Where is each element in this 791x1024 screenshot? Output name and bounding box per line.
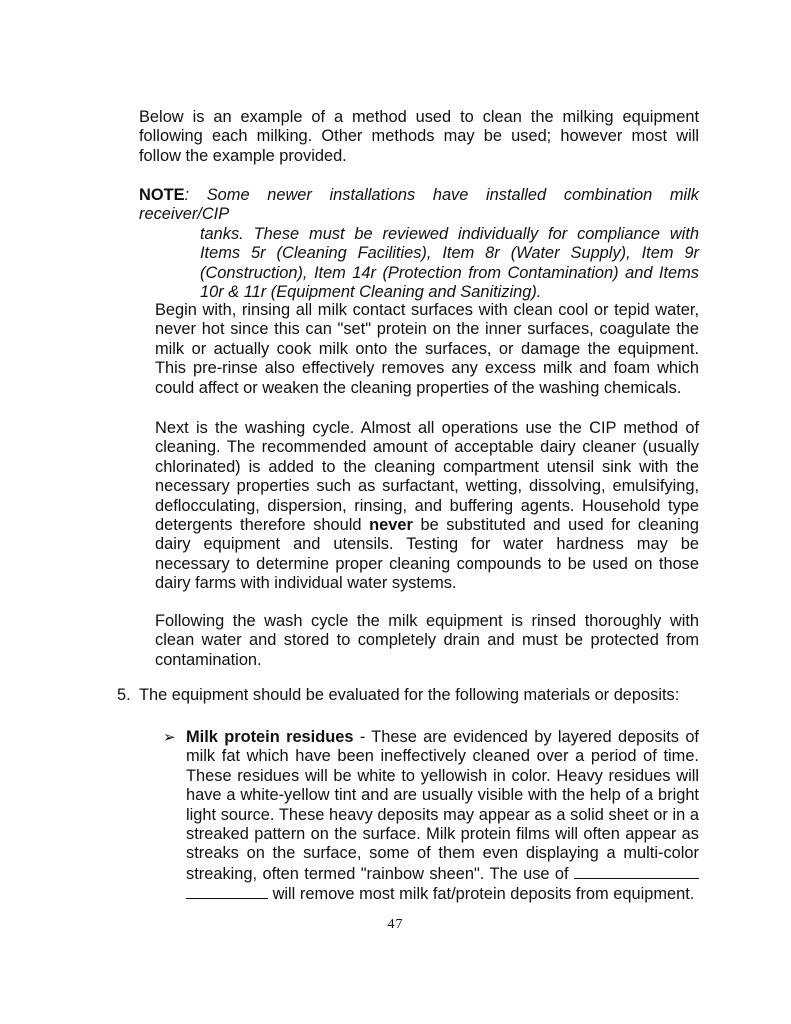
bullet-item-milk-protein [163,728,699,905]
numbered-item-5 [117,686,707,705]
pre-rinse-paragraph: Begin with, rinsing all milk contact surfaces with clean cool or tepid water, never hot since this can "set" protein on the inner surfaces, coagulate the milk or actually cook milk onto the surfaces, or damage the equipment. This pre-rinse also effectively removes any excess milk and foam which could affect or weaken the cleaning properties of the washing chemicals. [155,301,699,397]
note-continuation: tanks. These must be reviewed individually for compliance with Items 5r (Cleaning Facilities), Item 8r (Water Supply), Item 9r (Construction), Item 14r (Protection from Contamination) and Items 10r & 11r (Equipment Cleaning and Sanitizing). [200,224,699,302]
note-first-text: : Some newer installations have installed combination milk receiver/CIP [139,186,699,224]
arrow-bullet-icon: ➢ [163,729,176,746]
intro-paragraph: Below is an example of a method used to clean the milking equipment following each milking. Other methods may be used; however most will follow the example provided. [139,108,699,165]
note-block [139,186,699,302]
bullet-text-after-blank: will remove most milk fat/protein deposits from equipment. [272,885,695,904]
fill-in-blank-continued [186,884,268,899]
final-rinse-paragraph: Following the wash cycle the milk equipment is rinsed thoroughly with clean water and stored to completely drain and must be protected from contamination. [155,612,699,669]
washing-cycle-paragraph [155,419,699,594]
fill-in-blank [574,864,699,879]
page-number: 47 [387,917,404,932]
never-emphasis: never [369,516,413,535]
note-first-line [139,186,699,225]
item-text: The equipment should be evaluated for the following materials or deposits: [139,686,680,704]
item-number: 5. [117,686,131,704]
washing-text-after: be substituted and used for cleaning dairy equipment and utensils. Testing for water hardness may be necessary to determine proper cleaning compounds to be used on those dairy farms with individual water systems. [155,516,699,593]
bullet-title: Milk protein residues [186,728,354,746]
note-label: NOTE [139,186,185,204]
bullet-body [186,728,699,905]
bullet-text: - These are evidenced by layered deposits of milk fat which have been ineffectively cleaned over a period of time. These residues will be white to yellowish in color. Heavy residues will have a white-yellow tint and are usually visible with the help of a bright light source. These heavy deposits may appear as a solid sheet or in a streaked pattern on the surface. Milk protein films will often appear as streaks on the surface, some of them even displaying a multi-color streaking, often termed "rainbow sheen". The use of [186,728,699,883]
washing-text-before: Next is the washing cycle. Almost all operations use the CIP method of cleaning. The recommended amount of acceptable dairy cleaner (usually chlorinated) is added to the cleaning compartment utensil sink with the necessary properties such as surfactant, wetting, dissolving, emulsifying, deflocculating, dispersion, rinsing, and buffering agents. Household type detergents therefore should [155,419,699,535]
